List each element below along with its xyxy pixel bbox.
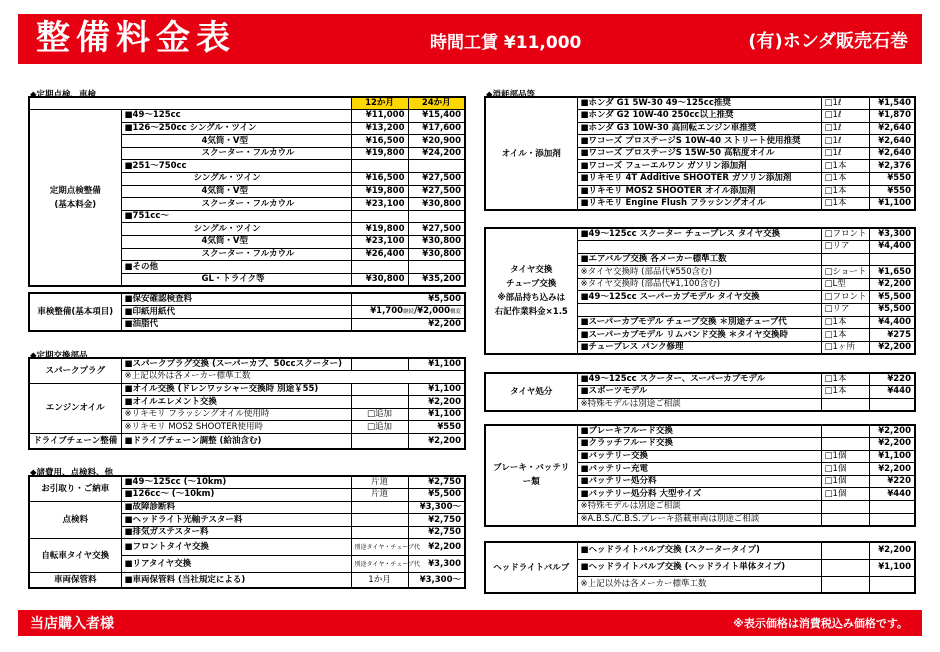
item-label: ■リキモリ Engine Flush フラッシングオイル: [577, 198, 821, 211]
item-mid: [351, 383, 408, 396]
brake-battery-table: [484, 424, 916, 527]
item-price: ¥2,640: [869, 122, 915, 135]
price-12: ¥16,500: [351, 173, 408, 186]
category-cell: ドライブチェーン整備: [29, 434, 121, 450]
price-24: ¥15,400: [408, 110, 465, 123]
price-12: [351, 210, 408, 223]
item-label: ■リキモリ 4T Additive SHOOTER ガソリン添加剤: [577, 173, 821, 186]
price-24: [408, 210, 465, 223]
item-price: ¥4,400: [869, 316, 915, 329]
item-price: ¥275: [869, 329, 915, 342]
item-label: スクーター・フルカウル: [121, 147, 351, 160]
section-title-shoumou: ◆消耗部品等: [486, 90, 536, 100]
item-unit: □1ℓ: [821, 110, 869, 123]
item-price: ¥1,100: [408, 408, 465, 421]
table-row: [29, 293, 465, 306]
item-label: 4気筒・V型: [121, 236, 351, 249]
item-unit: [821, 253, 869, 266]
item-price: ¥1,100: [869, 450, 915, 463]
item-unit: □1個: [821, 463, 869, 476]
item-price: ¥550: [408, 421, 465, 434]
item-unit: □1個: [821, 450, 869, 463]
item-unit: □1ヶ所: [821, 341, 869, 354]
item-price: ¥2,200: [869, 341, 915, 354]
price-24: ¥27,500: [408, 173, 465, 186]
item-price: ¥1,100: [869, 559, 915, 576]
item-label: [577, 304, 821, 317]
item-price: [869, 398, 915, 411]
item-price: ¥2,200: [869, 278, 915, 291]
item-price: ¥440: [869, 488, 915, 501]
oil-additive-table: [484, 96, 916, 211]
teiki-table: [28, 96, 466, 287]
item-price: ¥2,640: [869, 135, 915, 148]
category-cell: スパークプラグ: [29, 358, 121, 383]
item-price: ¥2,200: [408, 539, 465, 556]
price-12: ¥30,800: [351, 273, 408, 286]
item-unit: [821, 438, 869, 451]
category-cell: エンジンオイル: [29, 383, 121, 433]
item-label: ※リキモリ フラッシングオイル使用時: [121, 408, 351, 421]
item-label: ※A.B.S./C.B.S.ブレーキ搭載車両は別途ご相談: [577, 513, 821, 526]
item-unit: □ショート: [821, 266, 869, 279]
item-label: ※上記以外は各メーカー標準工数: [577, 576, 821, 593]
item-label: ■リアタイヤ交換: [121, 556, 351, 573]
item-label: ■ヘッドライトバルブ交換 (ヘッドライト単体タイプ): [577, 559, 821, 576]
item-unit: □リア: [821, 304, 869, 317]
table-row: [485, 373, 915, 386]
item-mid: 1か月: [351, 573, 408, 589]
item-price: ¥2,640: [869, 147, 915, 160]
item-note: ※上記以外は各メーカー標準工数: [121, 371, 465, 384]
price-24: ¥17,600: [408, 122, 465, 135]
item-unit: □1ℓ: [821, 147, 869, 160]
price-12: ¥23,100: [351, 236, 408, 249]
item-price: ¥2,200: [869, 425, 915, 438]
price-24: ¥24,200: [408, 147, 465, 160]
item-unit: □1本: [821, 373, 869, 386]
item-price: ¥3,300: [408, 556, 465, 573]
column-header-12: 12か月: [351, 97, 408, 110]
item-unit: □1本: [821, 185, 869, 198]
category-cell: お引取り・ご納車: [29, 476, 121, 501]
price-24: ¥27,500: [408, 223, 465, 236]
item-label: ■オイルエレメント交換: [121, 396, 351, 409]
koukan-table: [28, 357, 466, 450]
section-title-teiki: ◆定期点検、車検: [30, 90, 97, 100]
item-price: ¥1,100: [869, 198, 915, 211]
table-row: [485, 97, 915, 110]
item-label: ■スーパーカブモデル チューブ交換 ＊別途チューブ代: [577, 316, 821, 329]
item-mid: □追加: [351, 421, 408, 434]
price-12: ¥19,800: [351, 185, 408, 198]
item-label: ■49～125cc (～10km): [121, 476, 351, 489]
price-12: [351, 261, 408, 274]
item-price: ¥1,100: [408, 358, 465, 371]
item-price: ¥4,400: [869, 241, 915, 254]
item-price: ¥1,870: [869, 110, 915, 123]
item-mid: [351, 358, 408, 371]
item-label: ■クラッチフルード交換: [577, 438, 821, 451]
item-price: [351, 306, 465, 319]
item-label: ■ホンダ G1 5W-30 49～125cc推奨: [577, 97, 821, 110]
table-row: [485, 425, 915, 438]
table-row: [29, 358, 465, 371]
page-title: 整備料金表: [36, 18, 236, 58]
table-row: [29, 476, 465, 489]
column-header-24: 24か月: [408, 97, 465, 110]
item-unit: □1個: [821, 475, 869, 488]
item-price: [869, 253, 915, 266]
item-label: ■フロントタイヤ交換: [121, 539, 351, 556]
item-label: ■スポーツモデル: [577, 386, 821, 399]
item-price: ¥2,200: [351, 319, 465, 332]
category-cell: タイヤ処分: [485, 373, 577, 411]
item-unit: □リア: [821, 241, 869, 254]
table-row: [29, 383, 465, 396]
item-unit: [821, 576, 869, 593]
item-label: [577, 241, 821, 254]
table-row: [29, 110, 465, 123]
item-price: ¥2,750: [408, 476, 465, 489]
item-label: ■49～125cc: [121, 110, 351, 123]
footer-tax-note: ※表示価格は消費税込み価格です。: [733, 617, 908, 630]
item-label: ■ヘッドライトバルブ交換 (スクータータイプ): [577, 542, 821, 559]
item-mid: □追加: [351, 408, 408, 421]
item-label: ■保安確認検査料: [121, 293, 351, 306]
item-unit: [821, 559, 869, 576]
item-price: ¥220: [869, 373, 915, 386]
item-mid: [351, 501, 408, 514]
price-24: ¥30,800: [408, 248, 465, 261]
item-unit: □1個: [821, 488, 869, 501]
item-price: [869, 501, 915, 514]
item-unit: □フロント: [821, 228, 869, 241]
item-unit: □1ℓ: [821, 97, 869, 110]
item-price: ¥2,200: [408, 434, 465, 450]
price-12: ¥19,800: [351, 147, 408, 160]
item-label: ■ヘッドライト光軸テスター料: [121, 514, 351, 527]
item-price: ¥550: [869, 185, 915, 198]
item-price: ¥2,750: [408, 514, 465, 527]
item-price: [869, 576, 915, 593]
item-price: ¥2,200: [869, 438, 915, 451]
item-price: ¥220: [869, 475, 915, 488]
table-row: [29, 97, 465, 110]
header-blank: [29, 97, 351, 110]
item-label: ■ホンダ G3 10W-30 高回転エンジン車推奨: [577, 122, 821, 135]
item-label: シングル・ツイン: [121, 173, 351, 186]
header-banner: [18, 14, 922, 64]
item-unit: □1本: [821, 173, 869, 186]
item-price: ¥2,750: [408, 526, 465, 539]
footer-banner: [18, 610, 922, 636]
item-label: シングル・ツイン: [121, 223, 351, 236]
item-label: ■49～125cc スーパーカブモデル タイヤ交換: [577, 291, 821, 304]
item-label: ■印紙用紙代: [121, 306, 351, 319]
item-label: GL・トライク等: [121, 273, 351, 286]
item-price: ¥1,540: [869, 97, 915, 110]
item-price: ¥3,300～: [408, 501, 465, 514]
table-row: [29, 434, 465, 450]
item-mid: [351, 434, 408, 450]
item-price: ¥2,200: [869, 542, 915, 559]
item-unit: [821, 513, 869, 526]
item-price: ¥5,500: [351, 293, 465, 306]
category-cell: ブレーキ・バッテリー類: [485, 425, 577, 526]
headlight-table: [484, 541, 916, 594]
item-label: ■エアバルブ交換 各メーカー標準工数: [577, 253, 821, 266]
price-24: [408, 261, 465, 274]
item-label: ■ワコーズ プロステージS 15W-50 高粘度オイル: [577, 147, 821, 160]
price-12: ¥11,000: [351, 110, 408, 123]
price-24: ¥30,800: [408, 198, 465, 211]
item-price: ¥440: [869, 386, 915, 399]
item-mid: 別途タイヤ・チューブ代: [351, 539, 408, 556]
item-price: ¥5,500: [869, 291, 915, 304]
item-label: ■オイル交換 (ドレンワッシャー交換時 別途￥55): [121, 383, 351, 396]
item-price: ¥2,200: [408, 396, 465, 409]
item-unit: [821, 425, 869, 438]
item-price: ¥5,500: [408, 489, 465, 502]
item-label: ■リキモリ MOS2 SHOOTER オイル添加剤: [577, 185, 821, 198]
category-cell: 車両保管料: [29, 573, 121, 589]
item-unit: □1本: [821, 386, 869, 399]
tire-disposal-table: [484, 372, 916, 412]
item-label: ■スーパーカブモデル リムバンド交換 ＊タイヤ交換時: [577, 329, 821, 342]
item-unit: □1ℓ: [821, 135, 869, 148]
item-mid: [351, 396, 408, 409]
price-24: ¥20,900: [408, 135, 465, 148]
item-mid: 片道: [351, 476, 408, 489]
shokuhi-table: [28, 475, 466, 589]
price-24: ¥27,500: [408, 185, 465, 198]
category-cell: 定期点検整備 (基本料金): [29, 110, 121, 286]
item-label: ■126～250cc シングル・ツイン: [121, 122, 351, 135]
item-unit: □L型: [821, 278, 869, 291]
item-label: ■その他: [121, 261, 351, 274]
category-cell: 車検整備(基本項目): [29, 293, 121, 331]
item-price: ¥1,650: [869, 266, 915, 279]
item-label: ■バッテリー処分料: [577, 475, 821, 488]
item-label: ■車両保管料 (当社規定による): [121, 573, 351, 589]
price-12: [351, 160, 408, 173]
table-row: [485, 228, 915, 241]
item-label: ■バッテリー充電: [577, 463, 821, 476]
item-unit: □1本: [821, 329, 869, 342]
item-mid: 別途タイヤ・チューブ代: [351, 556, 408, 573]
item-label: ■ホンダ G2 10W-40 250cc以上推奨: [577, 110, 821, 123]
item-label: スクーター・フルカウル: [121, 248, 351, 261]
item-price: ¥3,300～: [408, 573, 465, 589]
item-label: ■排気ガステスター料: [121, 526, 351, 539]
item-label: ■ワコーズ フューエルワン ガソリン添加剤: [577, 160, 821, 173]
item-label: 4気筒・V型: [121, 185, 351, 198]
item-label: ■チューブレス パンク修理: [577, 341, 821, 354]
table-row: [29, 573, 465, 589]
price-12: ¥16,500: [351, 135, 408, 148]
item-unit: [821, 501, 869, 514]
price-24: [408, 160, 465, 173]
tire-change-table: [484, 227, 916, 355]
item-label: ※タイヤ交換時 (部品代¥1,100含む): [577, 278, 821, 291]
table-row: [29, 539, 465, 556]
item-mid: 片道: [351, 489, 408, 502]
price-b-suffix: 構変: [449, 309, 461, 316]
item-label: ■バッテリー交換: [577, 450, 821, 463]
price-12: ¥23,100: [351, 198, 408, 211]
item-label: ■251～750cc: [121, 160, 351, 173]
item-label: ※特殊モデルは別途ご相談: [577, 501, 821, 514]
category-cell: オイル・添加剤: [485, 97, 577, 210]
category-cell: 点検料: [29, 501, 121, 539]
item-unit: □1本: [821, 160, 869, 173]
item-price: ¥1,100: [408, 383, 465, 396]
item-unit: □1本: [821, 198, 869, 211]
price-12: ¥13,200: [351, 122, 408, 135]
item-label: ■ドライブチェーン調整 (給油含む): [121, 434, 351, 450]
item-price: ¥3,300: [869, 228, 915, 241]
price-a-suffix: 継続: [403, 309, 415, 316]
price-24: ¥30,800: [408, 236, 465, 249]
item-label: ■油脂代: [121, 319, 351, 332]
price-12: ¥19,800: [351, 223, 408, 236]
item-price: ¥2,376: [869, 160, 915, 173]
price-12: ¥26,400: [351, 248, 408, 261]
item-label: ■バッテリー処分料 大型サイズ: [577, 488, 821, 501]
item-mid: [351, 526, 408, 539]
item-mid: [351, 514, 408, 527]
price-24: ¥35,200: [408, 273, 465, 286]
item-price: ¥2,200: [869, 463, 915, 476]
item-label: 4気筒・V型: [121, 135, 351, 148]
item-label: ※特殊モデルは別途ご相談: [577, 398, 821, 411]
item-unit: [821, 398, 869, 411]
item-label: ■49～125cc スクーター、スーパーカブモデル: [577, 373, 821, 386]
item-label: スクーター・フルカウル: [121, 198, 351, 211]
category-cell: タイヤ交換 チューブ交換 ※部品持ち込みは 右記作業料金×1.5: [485, 228, 577, 354]
item-label: ■49～125cc スクーター チューブレス タイヤ交換: [577, 228, 821, 241]
item-label: ※リキモリ MOS2 SHOOTER使用時: [121, 421, 351, 434]
item-price: ¥550: [869, 173, 915, 186]
hourly-rate: 時間工賃 ¥11,000: [430, 33, 582, 53]
item-label: ■ブレーキフルード交換: [577, 425, 821, 438]
item-label: ■751cc～: [121, 210, 351, 223]
item-label: ※タイヤ交換時 (部品代¥550含む): [577, 266, 821, 279]
item-unit: □1本: [821, 316, 869, 329]
item-price: [869, 513, 915, 526]
category-cell: 自転車タイヤ交換: [29, 539, 121, 573]
shop-name: (有)ホンダ販売石巻: [748, 31, 908, 52]
item-label: ■故障診断料: [121, 501, 351, 514]
table-row: [485, 542, 915, 559]
section-title-shokuhi: ◆諸費用、点検料、他: [30, 468, 114, 478]
item-unit: □1ℓ: [821, 122, 869, 135]
item-label: ■ワコーズ プロステージS 10W-40 ストリート使用推奨: [577, 135, 821, 148]
item-label: ■126cc～ (～10km): [121, 489, 351, 502]
price-a: ¥1,700: [370, 306, 404, 317]
category-cell: ヘッドライトバルブ: [485, 542, 577, 593]
item-label: ■スパークプラグ交換 (スーパーカブ、50ccスクーター): [121, 358, 351, 371]
footer-customer-label: 当店購入者様: [30, 616, 114, 632]
item-unit: □フロント: [821, 291, 869, 304]
shaken-table: [28, 292, 466, 332]
item-unit: [821, 542, 869, 559]
item-price: ¥5,500: [869, 304, 915, 317]
price-b: /¥2,000: [414, 306, 450, 317]
table-row: [29, 501, 465, 514]
section-title-koukan: ◆定期交換部品: [30, 351, 88, 361]
